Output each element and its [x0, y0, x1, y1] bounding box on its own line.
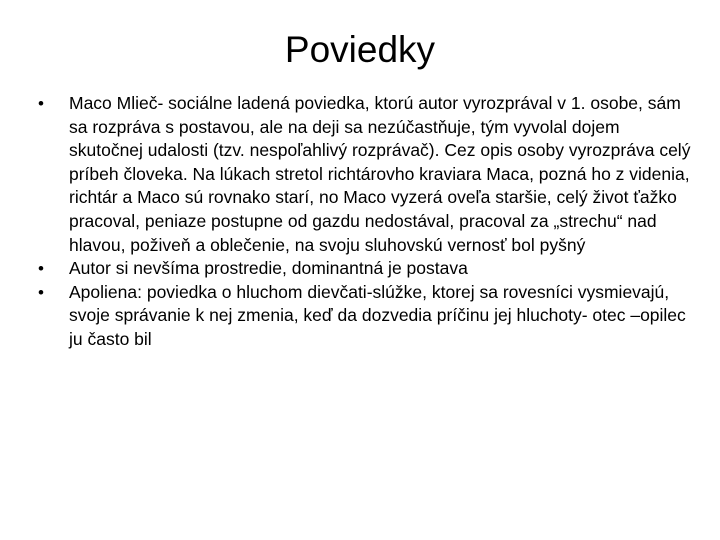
bullet-text: Autor si nevšíma prostredie, dominantná je postava — [69, 258, 468, 279]
bullet-marker: • — [38, 282, 44, 302]
bullet-text: Maco Mlieč- sociálne ladená poviedka, ktorú autor vyrozprával v 1. osobe, sám sa rozpráva s postavou, ale na deji sa nezúčastňuje, tým vyvolal dojem skutočnej udalosti (tzv. nespoľahlivý rozprávač). Cez opis osoby vyrozpráva celý príbeh človeka. Na lúkach stretol richtárovho kraviara Maca, pozná ho z videnia, richtár a Maco sú rovnako starí, no Maco vyzerá oveľa staršie, celý život ťažko pracoval, peniaze postupne od gazdu nedostával, pracoval za „strechu“ nad hlavou, poživeň a oblečenie, na svoju sluhovskú vernosť bol pyšný — [69, 93, 691, 255]
bullet-item-autor — [36, 257, 696, 281]
slide-title: Poviedky — [284, 29, 436, 70]
bullet-list — [36, 92, 696, 352]
bullet-item-maco-mliec — [36, 92, 696, 257]
bullet-item-apoliena — [36, 281, 696, 352]
bullet-text: Apoliena: poviedka o hluchom dievčati-slúžke, ktorej sa rovesníci vysmievajú, svoje správanie k nej zmenia, keď da dozvedia príčinu jej hluchoty- otec –opilec ju často bil — [69, 281, 686, 349]
bullet-marker: • — [38, 94, 44, 113]
bullet-marker: • — [38, 259, 44, 279]
